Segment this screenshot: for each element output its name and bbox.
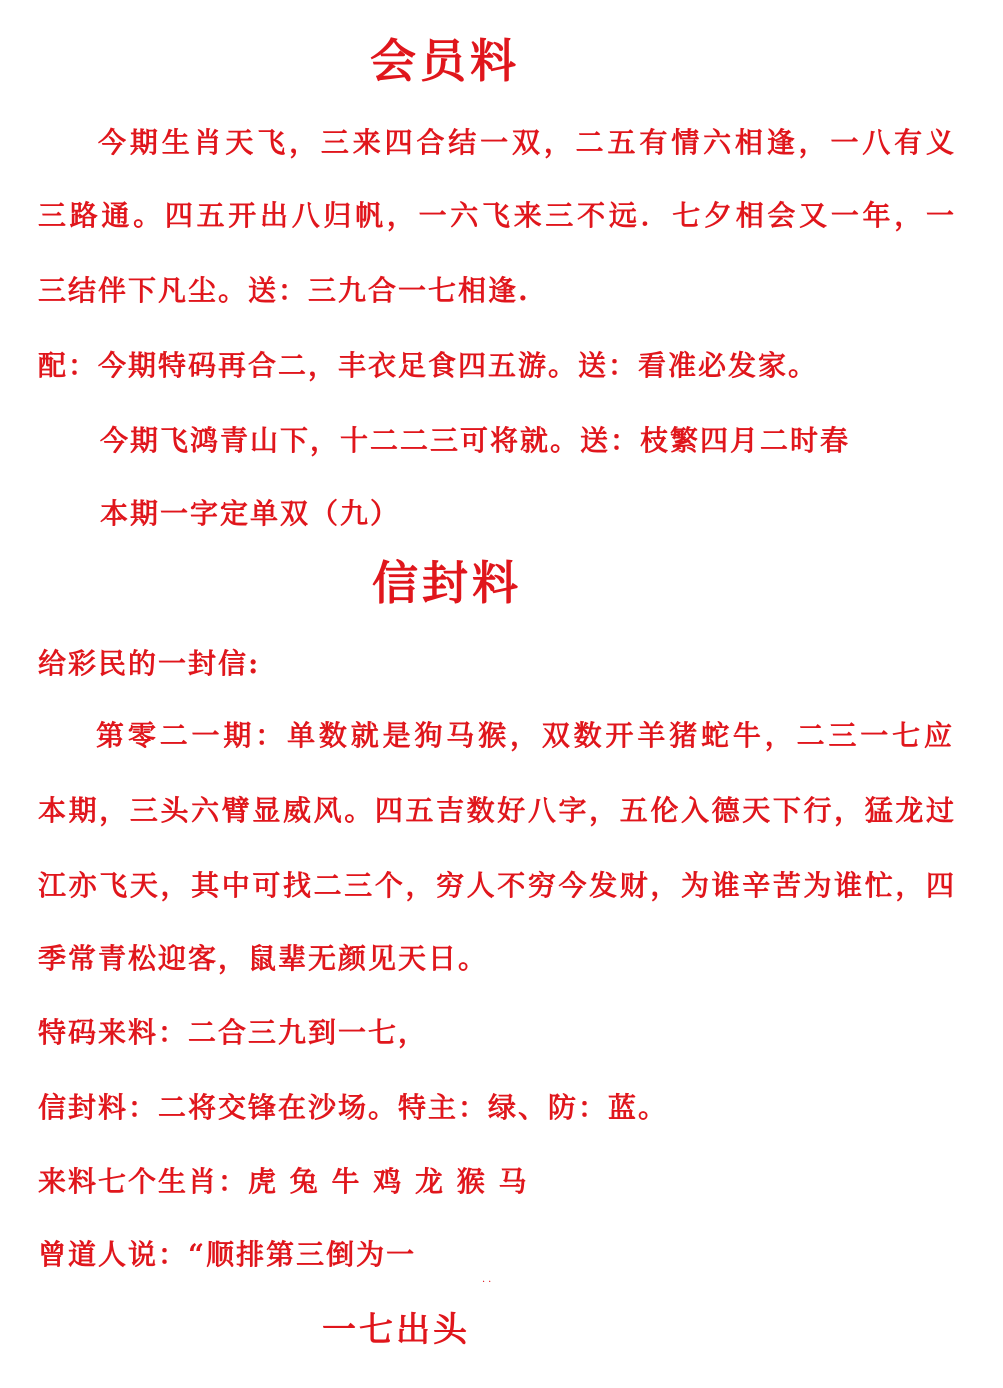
envelope-line-4: 季常青松迎客，鼠辈无颜见天日。 [38,942,489,975]
member-line-1: 今期生肖天飞，三来四合结一双，二五有情六相逢，一八有义 [98,126,956,159]
zodiac-line: 来料七个生肖：虎 兔 牛 鸡 龙 猴 马 [38,1165,529,1198]
quote-line: 曾道人说：“顺排第三倒为一 [38,1238,417,1271]
member-section-title: 会员料 [370,34,520,88]
envelope-line-3: 江亦飞天，其中可找二三个，穷人不穷今发财，为谁辛苦为谁忙，四 [38,869,956,902]
member-line-5: 今期飞鸿青山下，十二二三可将就。送：枝繁四月二时春 [100,424,851,457]
member-line-3: 三结伴下凡尘。送：三九合一七相逢. [38,274,530,307]
member-line-2: 三路通。四五开出八归帆，一六飞来三不远．七夕相会又一年，一 [38,199,956,232]
stray-mark: ·· [482,1277,495,1288]
envelope-greeting: 给彩民的一封信: [38,647,261,680]
envelope-material-line: 信封料：二将交锋在沙场。特主：绿、防：蓝。 [38,1091,669,1124]
envelope-line-2: 本期，三头六臂显威风。四五吉数好八字，五伦入德天下行，猛龙过 [38,794,956,827]
closing-line: 一七出头 [322,1310,470,1350]
envelope-line-1: 第零二一期：单数就是狗马猴，双数开羊猪蛇牛，二三一七应 [96,719,954,752]
member-line-6: 本期一字定单双（九） [100,497,401,530]
special-code-line: 特码来料：二合三九到一七， [38,1016,429,1049]
envelope-section-title: 信封料 [372,556,522,610]
member-line-4: 配：今期特码再合二，丰衣足食四五游。送：看准必发家。 [38,349,819,382]
